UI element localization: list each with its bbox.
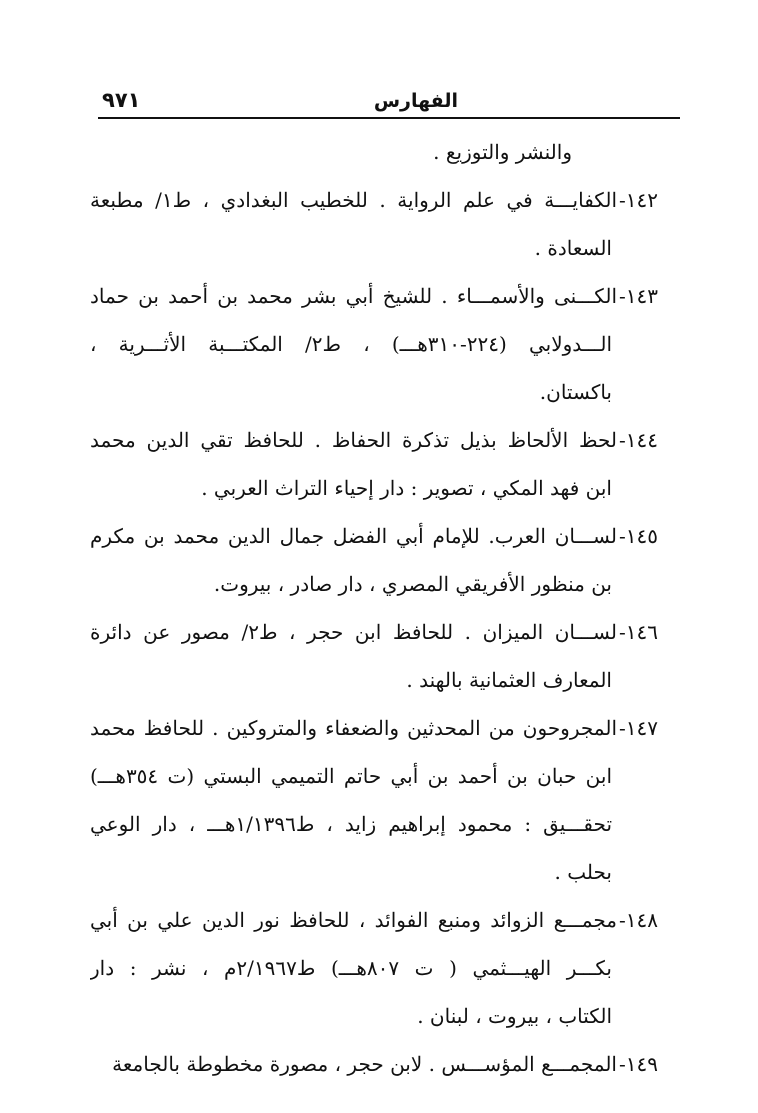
entry-text: مجمـــع الزوائد ومنبع الفوائد ، للحافظ نور الدين علي بن أبي — [90, 908, 617, 932]
entry-continuation-line: الـــدولابي (٢٢٤-٣١٠هـــ) ، ط٢/ المكتـــبة الأثـــرية ، — [90, 332, 613, 356]
page-number: ٩٧١ — [102, 88, 141, 112]
entry-dash: - — [619, 620, 626, 644]
entry-first-line — [90, 1040, 658, 1088]
entry-continuation-line: بكـــر الهيـــثمي ( ت ٨٠٧هـــ) ط٢/١٩٦٧م ، نشر : دار — [90, 956, 612, 980]
entry-continuation-line: المعارف العثمانية بالهند . — [406, 668, 612, 692]
bibliography-entry — [90, 416, 658, 512]
entry-first-line — [90, 608, 658, 656]
entry-number: ١٤٧ — [625, 716, 658, 740]
continuation-text: والنشر والتوزيع . — [433, 140, 572, 164]
bibliography-entry — [90, 608, 658, 704]
page-header — [98, 88, 678, 118]
entry-dash: - — [619, 284, 626, 308]
entry-dash: - — [619, 428, 626, 452]
entry-dash: - — [619, 1052, 626, 1076]
entry-continuation-line: باكستان. — [539, 380, 612, 404]
entry-first-line — [90, 416, 658, 464]
bibliography-entry — [90, 272, 658, 416]
entry-first-line — [90, 512, 658, 560]
entry-continuation-line: ابن فهد المكي ، تصوير : دار إحياء التراث العربي . — [201, 476, 612, 500]
entry-number: ١٤٣ — [625, 284, 658, 308]
entry-continuation-line: السعادة . — [534, 236, 612, 260]
bibliography-entry — [90, 896, 658, 1040]
entry-dash: - — [619, 716, 626, 740]
entry-number: ١٤٦ — [625, 620, 658, 644]
entry-number: ١٤٨ — [625, 908, 658, 932]
entry-first-line — [90, 272, 658, 320]
bibliography-entry — [90, 704, 658, 896]
entry-continuation-line: بن منظور الأفريقي المصري ، دار صادر ، بيروت. — [213, 572, 612, 596]
bibliography-entry — [90, 176, 658, 272]
entry-continuation-line: ابن حبان بن أحمد بن أبي حاتم التميمي البستي (ت ٣٥٤هـــ) — [90, 764, 612, 788]
entry-text: المجروحون من المحدثين والضعفاء والمتروكين . للحافظ محمد — [90, 716, 617, 740]
entry-dash: - — [619, 524, 626, 548]
bibliography-entry — [90, 1040, 658, 1088]
entry-continuation-line: الكتاب ، بيروت ، لبنان . — [417, 1004, 612, 1028]
entry-first-line — [90, 896, 658, 944]
entry-number: ١٤٤ — [625, 428, 658, 452]
entry-text: لســـان الميزان . للحافظ ابن حجر ، ط٢/ مصور عن دائرة — [90, 620, 617, 644]
entry-first-line — [90, 704, 658, 752]
entry-dash: - — [619, 908, 626, 932]
entry-first-line — [90, 176, 658, 224]
entry-dash: - — [619, 188, 626, 212]
bibliography-list — [90, 128, 658, 1088]
entry-text: الكـــنى والأسمـــاء . للشيخ أبي بشر محمد بن أحمد بن حماد — [90, 284, 617, 308]
bibliography-entry — [90, 512, 658, 608]
entry-text: لســـان العرب. للإمام أبي الفضل جمال الدين محمد بن مكرم — [90, 524, 617, 548]
entry-number: ١٤٩ — [625, 1052, 658, 1076]
entry-continuation-line: بحلب . — [554, 860, 612, 884]
entry-text: المجمـــع المؤســـس . لابن حجر ، مصورة مخطوطة بالجامعة — [112, 1052, 617, 1076]
header-rule — [98, 117, 680, 119]
entry-number: ١٤٥ — [625, 524, 658, 548]
entry-number: ١٤٢ — [625, 188, 658, 212]
entry-text: الكفايـــة في علم الرواية . للخطيب البغدادي ، ط١/ مطبعة — [90, 188, 618, 212]
header-title: الفهارس — [373, 90, 458, 112]
entry-text: لحظ الألحاظ بذيل تذكرة الحفاظ . للحافظ تقي الدين محمد — [90, 428, 617, 452]
entry-continuation-line: تحقـــيق : محمود إبراهيم زايد ، ط١/١٣٩٦هـــ ، دار الوعي — [90, 812, 613, 836]
